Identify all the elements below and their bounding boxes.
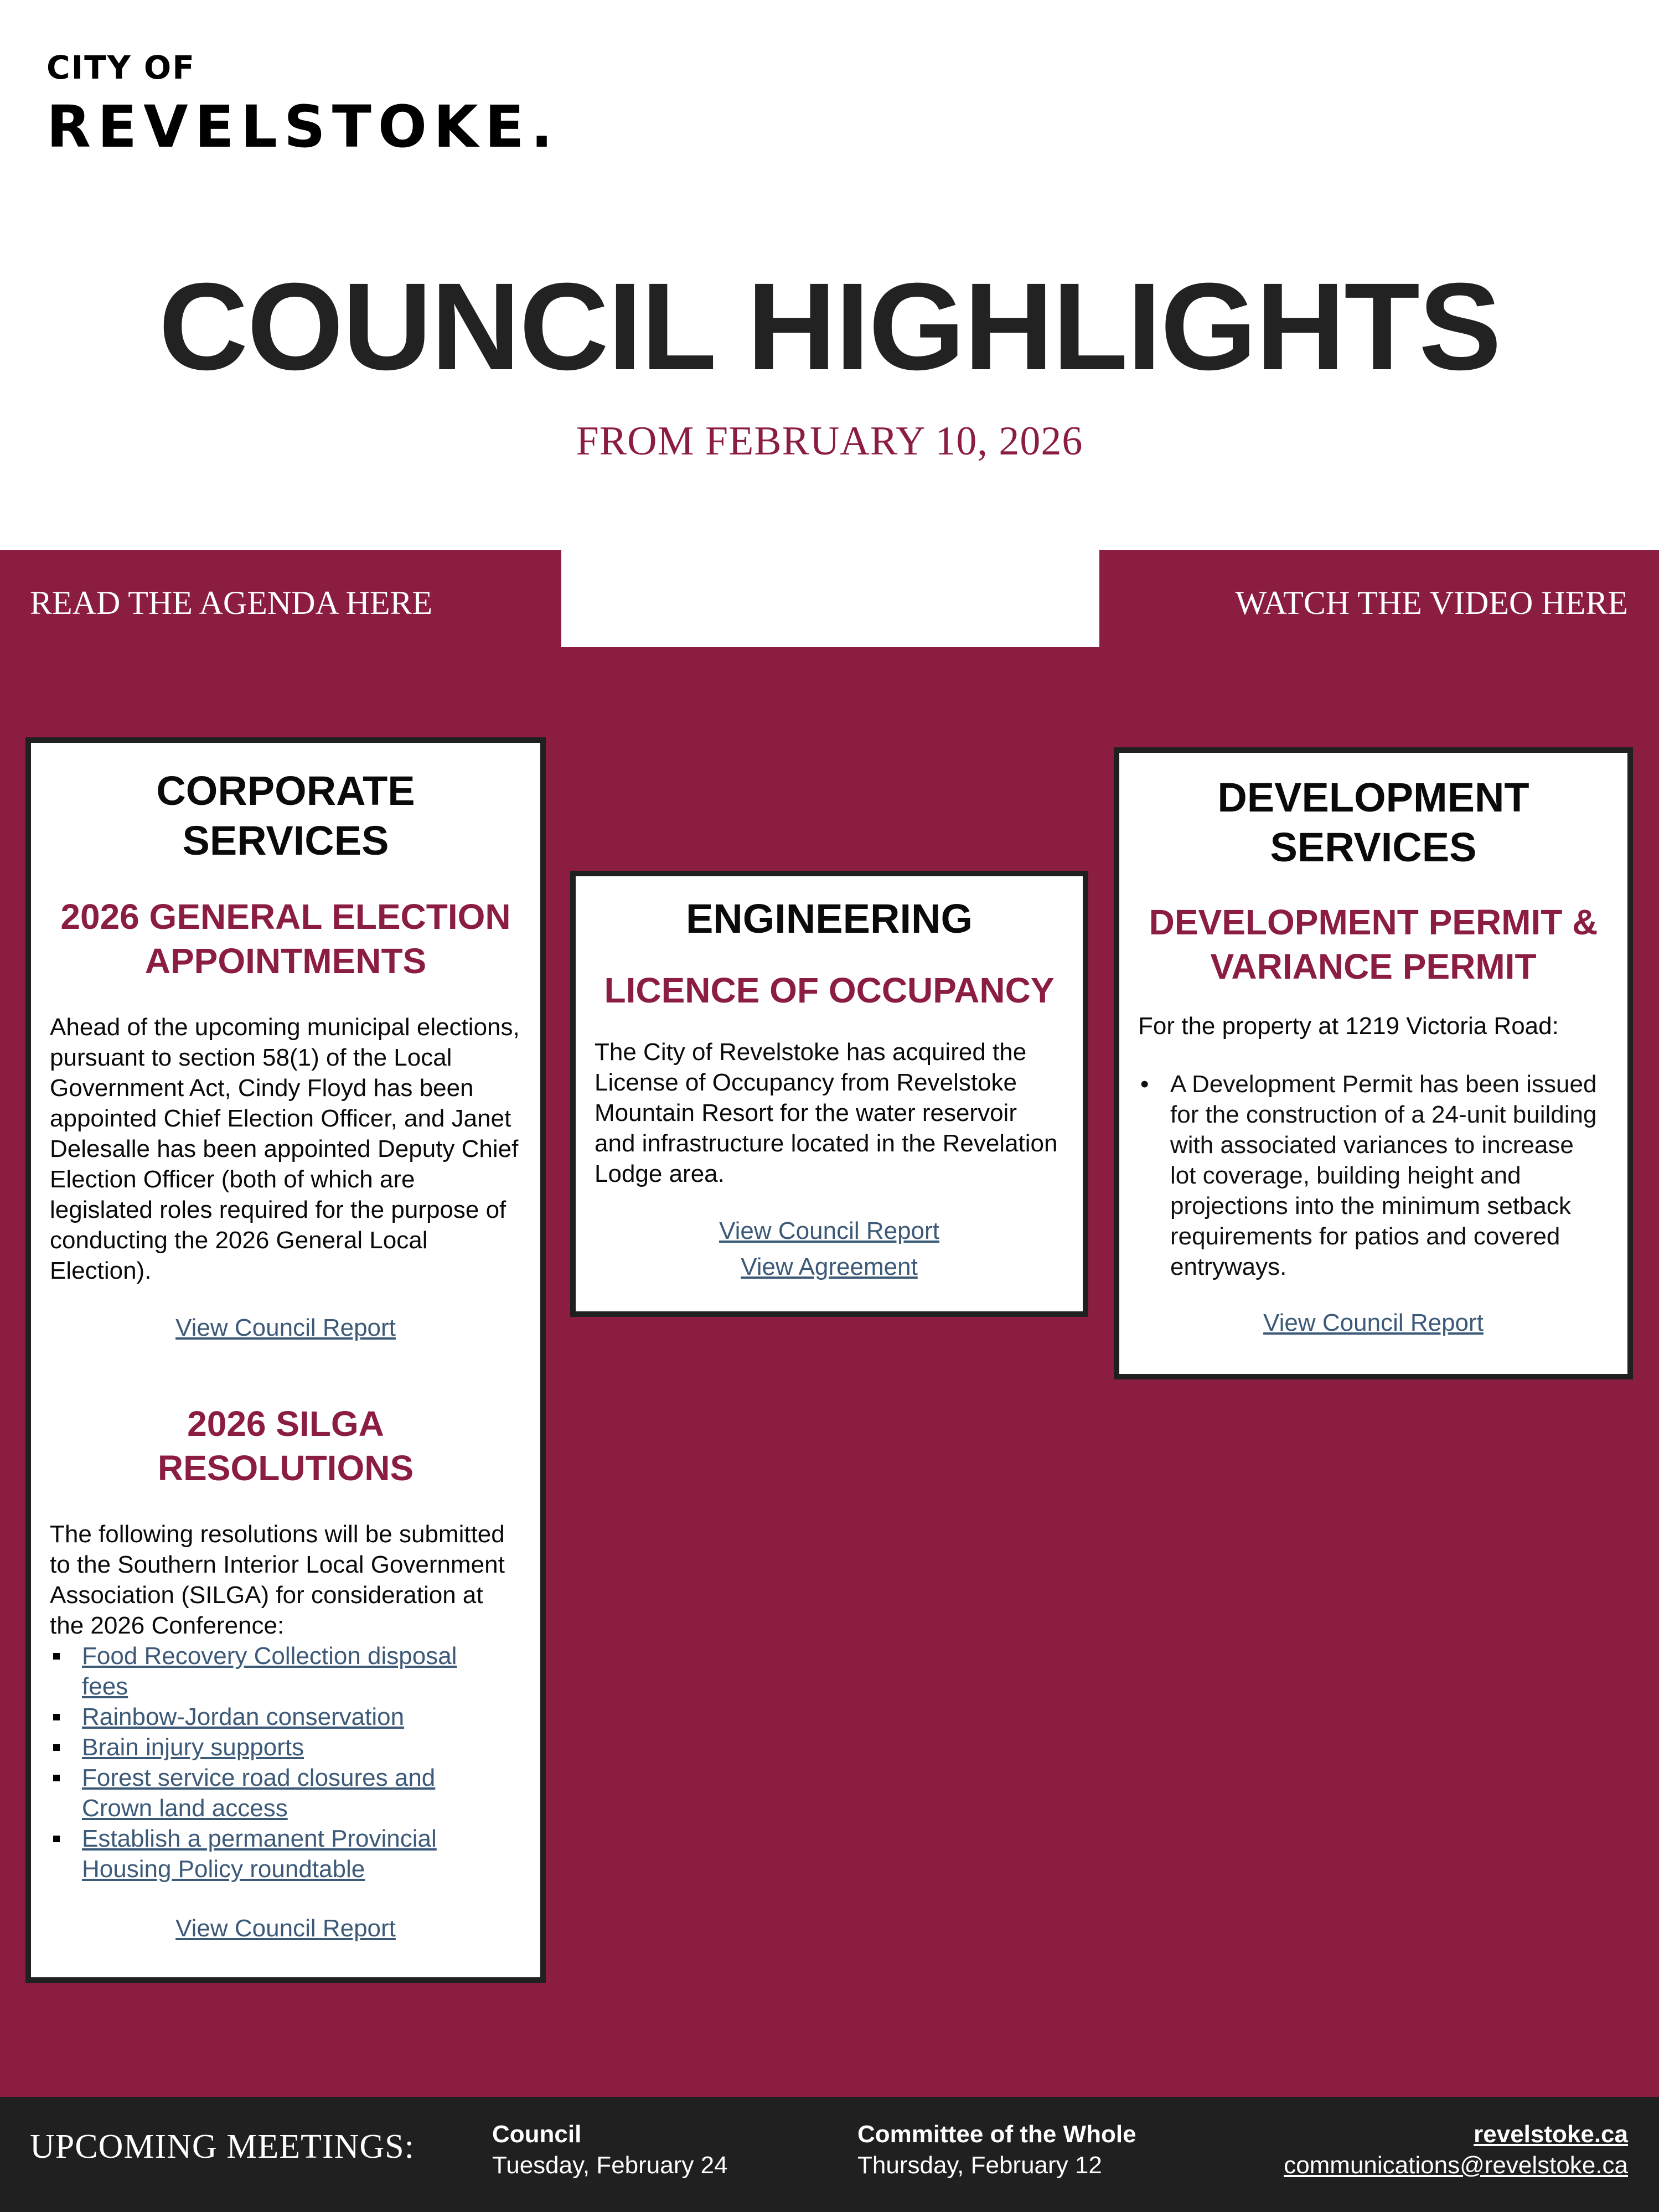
card-category: ENGINEERING bbox=[685, 896, 973, 942]
city-logo bbox=[46, 49, 560, 161]
view-council-report-link[interactable]: View Council Report bbox=[719, 1217, 939, 1244]
header-gap bbox=[561, 550, 1099, 647]
card-category: CORPORATE SERVICES bbox=[156, 768, 415, 864]
read-agenda-link[interactable]: READ THE AGENDA HERE bbox=[30, 585, 433, 621]
section-body: The City of Revelstoke has acquired the License of Occupancy from Revelstoke Mountain Resort for the water reservoir and infrastructure located in the Revelation Lodge area. bbox=[595, 1038, 1058, 1187]
section-body: Ahead of the upcoming municipal elections, pursuant to section 58(1) of the Local Government Act, Cindy Floyd has been appointed Chief Election Officer, and Janet Delesalle has been appointed Deputy Chief Election Officer (both of which are legislated roles required for the purpose of conducting the 2026 General Local Election). bbox=[50, 1014, 520, 1284]
page-title: COUNCIL HIGHLIGHTS bbox=[158, 257, 1501, 396]
section-body: The following resolutions will be submitted to the Southern Interior Local Government Association (SILGA) for consideration at the 2026 Conference: bbox=[50, 1521, 505, 1639]
section-heading: 2026 GENERAL ELECTION APPOINTMENTS bbox=[60, 897, 511, 981]
resolution-link[interactable]: Brain injury supports bbox=[82, 1734, 304, 1761]
list-item: • A Development Permit has been issued for the construction of a 24-unit building with associated variances to increase lot coverage, building height and projections into the minimum setback requirements for patios and covered entryways. bbox=[1138, 1069, 1598, 1282]
resolution-link[interactable]: Establish a permanent Provincial Housing Policy roundtable bbox=[82, 1825, 437, 1883]
meeting-name: Council bbox=[492, 2121, 582, 2148]
logo-line-2: REVELSTOKE. bbox=[46, 93, 560, 161]
logo-line-1: CITY OF bbox=[46, 49, 195, 86]
meeting-committee bbox=[857, 2119, 1136, 2181]
footer bbox=[0, 2097, 1659, 2212]
card-corporate-services bbox=[25, 737, 546, 1983]
meeting-council bbox=[492, 2119, 728, 2181]
watch-video-link[interactable]: WATCH THE VIDEO HERE bbox=[1235, 585, 1628, 621]
meeting-date: Tuesday, February 24 bbox=[492, 2152, 728, 2179]
resolution-link[interactable]: Forest service road closures and Crown land access bbox=[82, 1764, 436, 1822]
permit-list bbox=[1138, 1069, 1598, 1282]
card-engineering bbox=[570, 871, 1088, 1317]
email-link[interactable]: communications@revelstoke.ca bbox=[1284, 2152, 1628, 2179]
list-item bbox=[50, 1763, 487, 1823]
page-subtitle: FROM FEBRUARY 10, 2026 bbox=[576, 418, 1083, 464]
section-heading: LICENCE OF OCCUPANCY bbox=[604, 970, 1055, 1010]
list-item bbox=[50, 1702, 487, 1732]
resolution-list bbox=[50, 1641, 487, 1884]
upcoming-meetings-label: UPCOMING MEETINGS: bbox=[30, 2128, 415, 2166]
list-item bbox=[50, 1823, 487, 1884]
meeting-date: Thursday, February 12 bbox=[857, 2152, 1102, 2179]
card-category: DEVELOPMENT SERVICES bbox=[1217, 774, 1529, 870]
website-link[interactable]: revelstoke.ca bbox=[1474, 2121, 1628, 2148]
view-council-report-link[interactable]: View Council Report bbox=[175, 1915, 396, 1942]
resolution-link[interactable]: Rainbow-Jordan conservation bbox=[82, 1703, 405, 1730]
list-item bbox=[50, 1641, 487, 1702]
view-council-report-link[interactable]: View Council Report bbox=[175, 1314, 396, 1341]
contact-links bbox=[1284, 2119, 1628, 2181]
list-item bbox=[50, 1732, 487, 1763]
section-heading: DEVELOPMENT PERMIT & VARIANCE PERMIT bbox=[1149, 902, 1598, 986]
card-development-services bbox=[1114, 747, 1633, 1379]
view-agreement-link[interactable]: View Agreement bbox=[741, 1253, 918, 1280]
section-intro: For the property at 1219 Victoria Road: bbox=[1138, 1012, 1559, 1040]
meeting-name: Committee of the Whole bbox=[857, 2121, 1136, 2148]
resolution-link[interactable]: Food Recovery Collection disposal fees bbox=[82, 1642, 457, 1700]
section-heading: 2026 SILGA RESOLUTIONS bbox=[157, 1404, 414, 1488]
view-council-report-link[interactable]: View Council Report bbox=[1263, 1309, 1484, 1336]
